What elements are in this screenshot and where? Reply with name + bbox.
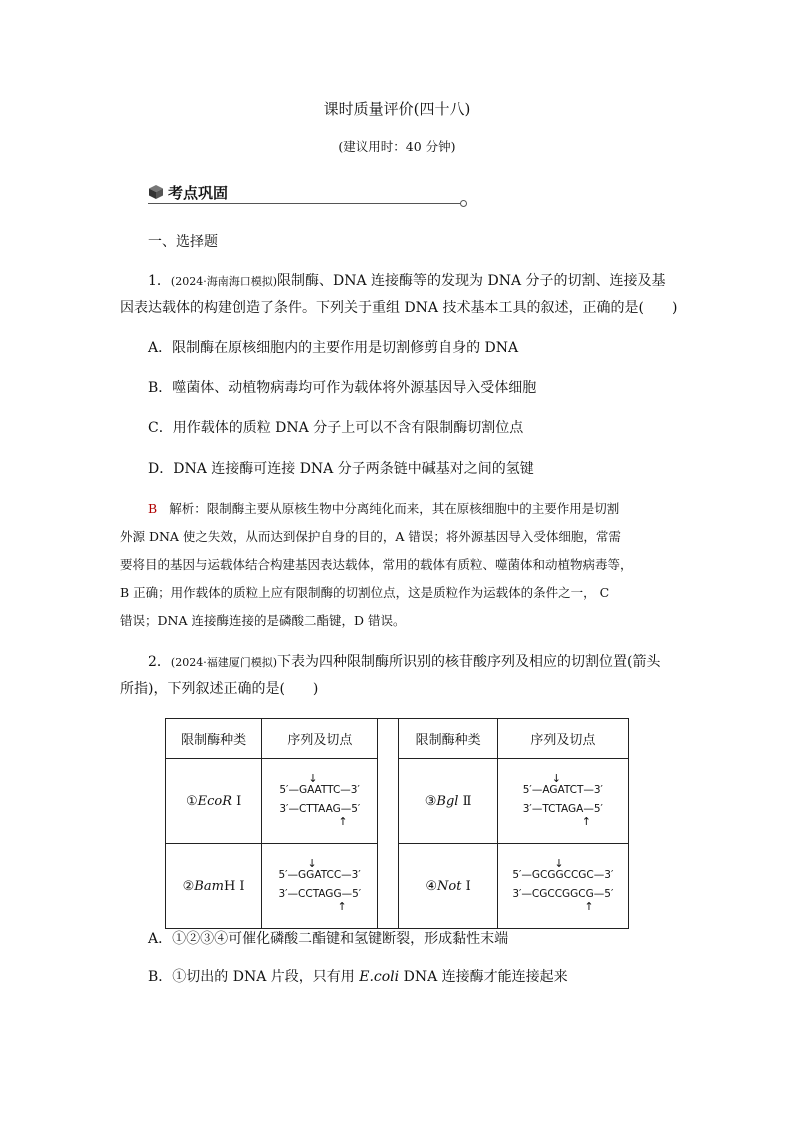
q1-explanation-text1: 限制酶主要从原核生物中分离纯化而来，其在原核细胞中的主要作用是切割	[206, 501, 620, 516]
q1-explanation-line3: 要将目的基因与运载体结合构建基因表达载体，常用的载体有质粒、噬菌体和动植物病毒等，	[120, 557, 633, 572]
q1-option-d: D．DNA 连接酶可连接 DNA 分子两条链中碱基对之间的氢键	[148, 461, 534, 477]
cut-arrow-up-icon: ↑	[338, 815, 348, 828]
q2-stem-line1	[148, 652, 660, 673]
q1-explanation-line2: 外源 DNA 使之失效，从而达到保护自身的目的，A 错误；将外源基因导入受体细胞，常需	[120, 529, 621, 544]
header-enzyme-right: 限制酶种类	[399, 719, 497, 759]
q1-explanation-line1	[148, 500, 619, 518]
cut-arrow-down-icon: ↓	[307, 857, 317, 870]
cube-icon	[148, 184, 164, 200]
section-rule	[148, 203, 462, 204]
q1-stem-text1: 限制酶、DNA 连接酶等的发现为 DNA 分子的切割、连接及基	[277, 273, 666, 289]
cut-arrow-up-icon: ↑	[337, 900, 347, 913]
part-label: 一、选择题	[148, 234, 218, 250]
enzyme-bamhi: ②BamH Ⅰ	[166, 844, 262, 929]
q1-stem-line1	[148, 271, 666, 292]
q1-explanation-line5: 错误；DNA 连接酶连接的是磷酸二酯键，D 错误。	[120, 613, 406, 628]
header-seq-left: 序列及切点	[262, 719, 378, 759]
q2-stem-text1: 下表为四种限制酶所识别的核苷酸序列及相应的切割位置(箭头	[277, 654, 661, 670]
q1-answer: B	[148, 501, 158, 516]
cut-arrow-down-icon: ↓	[551, 772, 561, 785]
cut-arrow-down-icon: ↓	[554, 857, 564, 870]
sequence-bglii: ↓ 5′—AGATCT—3′ 3′—TCTAGA—5′ ↑	[497, 759, 628, 844]
section-rule-end-dot	[460, 200, 467, 207]
table-gap	[378, 719, 399, 929]
page-subtitle: (建议用时：40 分钟)	[338, 139, 456, 154]
q1-explanation-label: 解析：	[169, 501, 207, 516]
cut-arrow-up-icon: ↑	[584, 900, 594, 913]
sequence-ecori: ↓ 5′—GAATTC—3′ 3′—CTTAAG—5′ ↑	[262, 759, 378, 844]
q1-option-b: B．噬菌体、动植物病毒均可作为载体将外源基因导入受体细胞	[148, 380, 537, 396]
header-enzyme-left: 限制酶种类	[166, 719, 262, 759]
enzyme-table	[165, 718, 629, 929]
q2-option-b: B．①切出的 DNA 片段，只有用 E.coli DNA 连接酶才能连接起来	[148, 969, 568, 985]
q2-stem-line2: 所指)，下列叙述正确的是( )	[120, 681, 319, 697]
enzyme-ecori: ①EcoR Ⅰ	[166, 759, 262, 844]
q2-number: 2．	[148, 654, 171, 670]
cut-arrow-up-icon: ↑	[581, 815, 591, 828]
q2-source: (2024·福建厦门模拟)	[170, 656, 277, 669]
q1-source: (2024·海南海口模拟)	[170, 275, 277, 288]
q1-option-c: C．用作载体的质粒 DNA 分子上可以不含有限制酶切割位点	[148, 420, 524, 436]
sequence-noti: ↓ 5′—GCGGCCGC—3′ 3′—CGCCGGCG—5′ ↑	[497, 844, 628, 929]
section-label: 考点巩固	[168, 184, 229, 202]
q1-stem-line2: 因表达载体的构建创造了条件。下列关于重组 DNA 技术基本工具的叙述，正确的是( )	[120, 300, 678, 316]
q1-option-a: A．限制酶在原核细胞内的主要作用是切割修剪自身的 DNA	[148, 340, 519, 356]
page-title: 课时质量评价(四十八)	[323, 100, 471, 118]
q1-explanation-line4: B 正确；用作载体的质粒上应有限制酶的切割位点，这是质粒作为运载体的条件之一， C	[120, 585, 610, 600]
q1-number: 1．	[148, 273, 171, 289]
cut-arrow-down-icon: ↓	[308, 772, 318, 785]
sequence-bamhi: ↓ 5′—GGATCC—3′ 3′—CCTAGG—5′ ↑	[262, 844, 378, 929]
q2-option-a: A．①②③④可催化磷酸二酯键和氢键断裂，形成黏性末端	[148, 931, 509, 947]
header-seq-right: 序列及切点	[497, 719, 628, 759]
table-header-row	[166, 719, 629, 759]
section-header	[148, 180, 468, 208]
enzyme-noti: ④Not Ⅰ	[399, 844, 497, 929]
enzyme-bglii: ③Bgl Ⅱ	[399, 759, 497, 844]
